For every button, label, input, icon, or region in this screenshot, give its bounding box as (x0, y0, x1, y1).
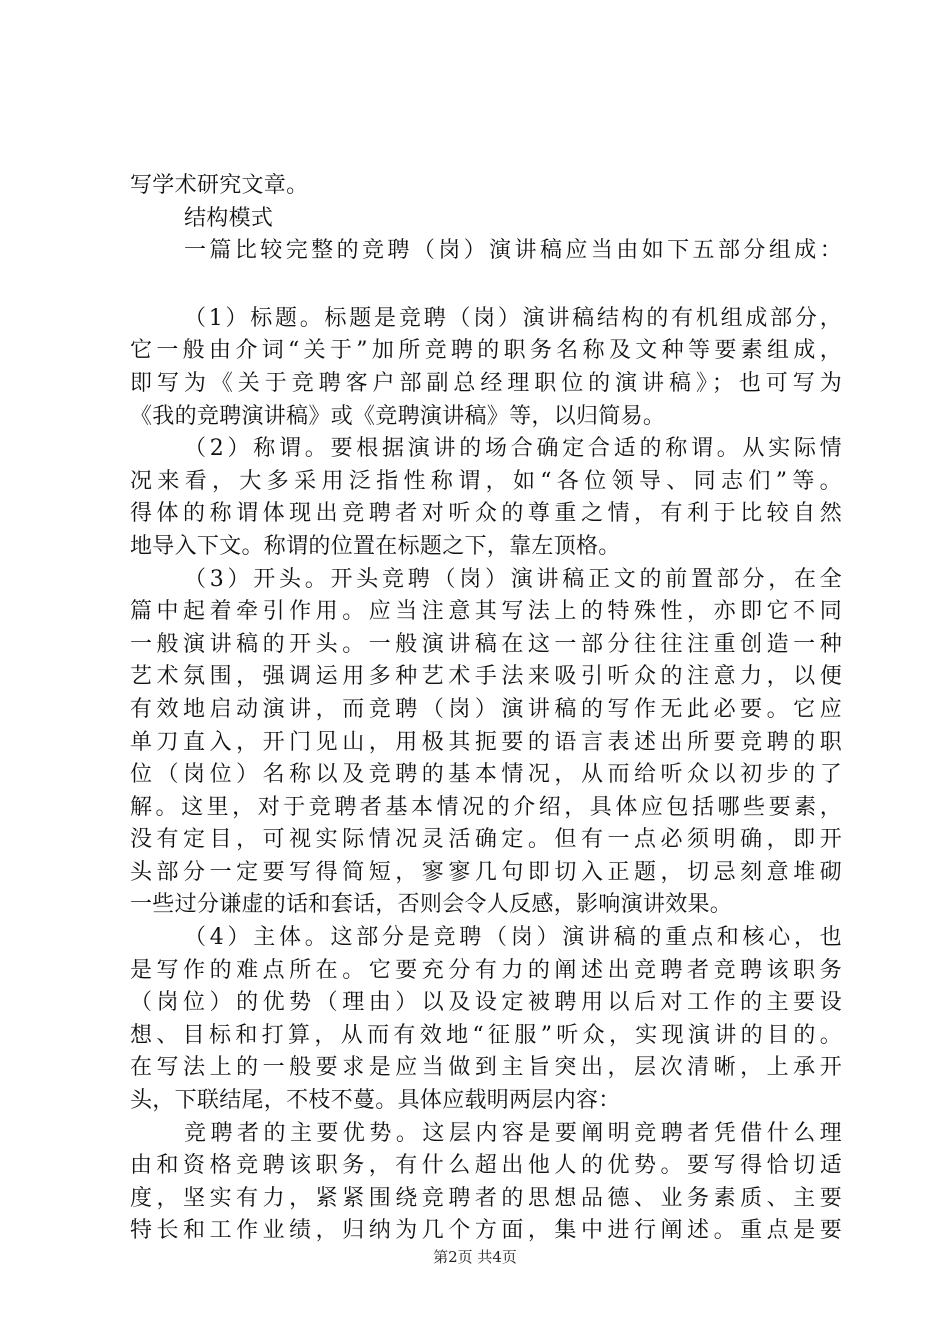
text-line: 艺术氛围，强调运用多种艺术手法来吸引听众的注意力，以便 (130, 664, 842, 690)
text-line: 单刀直入，开门见山，用极其扼要的语言表述出所要竞聘的职 (130, 729, 842, 755)
text-line: 即写为《关于竞聘客户部副总经理职位的演讲稿》；也可写为 (130, 370, 842, 396)
text-line: （岗位）的优势（理由）以及设定被聘用以后对工作的主要设 (130, 990, 842, 1016)
text-line: （3）开头。开头竞聘（岗）演讲稿正文的前置部分，在全 (184, 566, 842, 592)
section-heading: 结构模式 (184, 205, 274, 231)
text-line: 特长和工作业绩，归纳为几个方面，集中进行阐述。重点是要 (130, 1218, 842, 1244)
text-line: 写学术研究文章。 (130, 173, 309, 198)
text-line: 由和资格竞聘该职务，有什么超出他人的优势。要写得恰切适 (130, 1153, 842, 1179)
text-line: 篇中起着牵引作用。应当注意其写法上的特殊性，亦即它不同 (130, 599, 842, 625)
text-line: 是写作的难点所在。它要充分有力的阐述出竞聘者竞聘该职务 (130, 957, 842, 983)
document-body (130, 170, 842, 1248)
text-line: （1）标题。标题是竞聘（岗）演讲稿结构的有机组成部分， (184, 305, 842, 331)
text-line: 一篇比较完整的竞聘（岗）演讲稿应当由如下五部分组成： (184, 238, 842, 264)
text-line: 有效地启动演讲，而竞聘（岗）演讲稿的写作无此必要。它应 (130, 696, 842, 722)
text-line: 它一般由介词“关于”加所竞聘的职务名称及文种等要素组成， (130, 338, 842, 364)
text-line: 度，坚实有力，紧紧围绕竞聘者的思想品德、业务素质、主要 (130, 1185, 842, 1211)
text-line: 位（岗位）名称以及竞聘的基本情况，从而给听众以初步的了 (130, 762, 842, 788)
text-line: （4）主体。这部分是竞聘（岗）演讲稿的重点和核心，也 (184, 925, 842, 951)
page-number-footer: 第2页 共4页 (433, 1248, 517, 1266)
text-line: 竞聘者的主要优势。这层内容是要阐明竞聘者凭借什么理 (184, 1120, 842, 1146)
text-line: 头部分一定要写得简短，寥寥几句即切入正题，切忌刻意堆砌 (130, 859, 842, 885)
paragraph-gap (130, 268, 842, 303)
text-line: 想、目标和打算，从而有效地“征服”听众，实现演讲的目的。 (130, 1022, 842, 1048)
text-line: 况来看，大多采用泛指性称谓，如“各位领导、同志们”等。 (130, 468, 842, 494)
text-line: 得体的称谓体现出竞聘者对听众的尊重之情，有利于比较自然 (130, 501, 842, 527)
text-line: 没有定目，可视实际情况灵活确定。但有一点必须明确，即开 (130, 827, 842, 853)
text-line: 解。这里，对于竞聘者基本情况的介绍，具体应包括哪些要素， (130, 794, 842, 820)
text-line: 一些过分谦虚的话和套话，否则会令人反感，影响演讲效果。 (130, 892, 733, 918)
text-line: 在写法上的一般要求是应当做到主旨突出，层次清晰，上承开 (130, 1055, 842, 1081)
text-line: 地导入下文。称谓的位置在标题之下，靠左顶格。 (130, 533, 621, 559)
text-line: 头，下联结尾，不枝不蔓。具体应载明两层内容： (130, 1088, 621, 1114)
text-line: 一般演讲稿的开头。一般演讲稿在这一部分往往注重创造一种 (130, 631, 842, 657)
text-line: （2）称谓。要根据演讲的场合确定合适的称谓。从实际情 (184, 436, 842, 462)
text-line: 《我的竞聘演讲稿》或《竞聘演讲稿》等，以归简易。 (130, 403, 666, 429)
